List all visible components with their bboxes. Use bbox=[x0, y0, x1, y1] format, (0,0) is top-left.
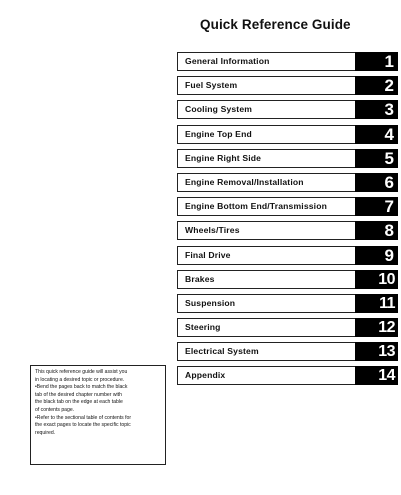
section-label: Wheels/Tires bbox=[185, 225, 240, 236]
section-number-tab[interactable] bbox=[355, 100, 398, 119]
section-label: Engine Bottom End/Transmission bbox=[185, 201, 328, 212]
section-number-tab[interactable] bbox=[355, 342, 398, 361]
section-label: Steering bbox=[185, 322, 221, 333]
section-number: 2 bbox=[384, 76, 394, 96]
section-number: 6 bbox=[384, 172, 394, 192]
section-number-tab[interactable] bbox=[355, 294, 398, 313]
section-row-final-drive[interactable] bbox=[177, 246, 399, 265]
section-label-box bbox=[177, 125, 358, 144]
section-number-tab[interactable] bbox=[355, 76, 398, 95]
usage-note-text bbox=[31, 369, 131, 437]
section-number-tab[interactable] bbox=[355, 149, 398, 168]
section-label: Engine Removal/Installation bbox=[185, 176, 304, 187]
section-label-box bbox=[177, 246, 358, 265]
section-label: Cooling System bbox=[185, 104, 253, 115]
section-number-tab[interactable] bbox=[355, 125, 398, 144]
section-number-tab[interactable] bbox=[355, 270, 398, 289]
note-line: the black tab on the edge at each table bbox=[35, 399, 123, 406]
section-label: Engine Right Side bbox=[185, 152, 262, 163]
section-number: 3 bbox=[384, 100, 394, 120]
section-index bbox=[177, 52, 399, 391]
section-number-tab[interactable] bbox=[355, 318, 398, 337]
section-number-tab[interactable] bbox=[355, 366, 398, 385]
section-label: Electrical System bbox=[185, 346, 259, 357]
section-number-tab[interactable] bbox=[355, 197, 398, 216]
section-label-box bbox=[177, 173, 358, 192]
section-label: Final Drive bbox=[185, 249, 231, 260]
section-label-box bbox=[177, 294, 358, 313]
section-number: 9 bbox=[384, 245, 394, 265]
section-number: 10 bbox=[378, 270, 395, 288]
section-label-box bbox=[177, 100, 358, 119]
section-number-tab[interactable] bbox=[355, 52, 398, 71]
section-row-fuel-system[interactable] bbox=[177, 76, 399, 95]
page-title: Quick Reference Guide bbox=[200, 17, 351, 32]
section-row-engine-top-end[interactable] bbox=[177, 125, 399, 144]
note-line: the exact pages to locate the specific topic bbox=[35, 422, 131, 429]
section-label-box bbox=[177, 221, 358, 240]
section-row-brakes[interactable] bbox=[177, 270, 399, 289]
section-row-general-information[interactable] bbox=[177, 52, 399, 71]
section-number-tab[interactable] bbox=[355, 246, 398, 265]
section-row-suspension[interactable] bbox=[177, 294, 399, 313]
section-label: Engine Top End bbox=[185, 128, 252, 139]
section-label-box bbox=[177, 52, 358, 71]
note-line: This quick reference guide will assist you bbox=[35, 369, 128, 375]
section-row-wheels-tires[interactable] bbox=[177, 221, 399, 240]
section-label-box bbox=[177, 318, 358, 337]
section-number: 14 bbox=[378, 367, 395, 385]
section-number-tab[interactable] bbox=[355, 173, 398, 192]
section-row-appendix[interactable] bbox=[177, 366, 399, 385]
section-label-box bbox=[177, 270, 358, 289]
section-row-engine-removal-installation[interactable] bbox=[177, 173, 399, 192]
note-line: required. bbox=[35, 429, 56, 436]
section-number: 12 bbox=[378, 319, 395, 337]
section-label-box bbox=[177, 366, 358, 385]
section-row-cooling-system[interactable] bbox=[177, 100, 399, 119]
note-line: tab of the desired chapter number with bbox=[35, 391, 122, 398]
section-label: Brakes bbox=[185, 273, 215, 284]
note-line: •Bend the pages back to match the black bbox=[35, 384, 128, 391]
section-number: 1 bbox=[384, 52, 394, 71]
section-label: General Information bbox=[185, 56, 270, 66]
section-number: 7 bbox=[384, 197, 394, 217]
section-number: 11 bbox=[379, 294, 395, 312]
section-label-box bbox=[177, 197, 358, 216]
section-label: Appendix bbox=[185, 370, 226, 381]
section-number: 4 bbox=[384, 124, 394, 144]
note-line: in locating a desired topic or procedure. bbox=[35, 376, 125, 383]
section-number-tab[interactable] bbox=[355, 221, 398, 240]
note-line: •Refer to the sectional table of contents for bbox=[35, 414, 132, 421]
section-label-box bbox=[177, 76, 358, 95]
section-label-box bbox=[177, 342, 358, 361]
section-number: 13 bbox=[378, 343, 395, 361]
section-number: 5 bbox=[384, 148, 394, 168]
usage-note-box bbox=[30, 365, 166, 465]
section-label: Fuel System bbox=[185, 80, 238, 91]
section-label-box bbox=[177, 149, 358, 168]
section-row-electrical-system[interactable] bbox=[177, 342, 399, 361]
section-row-engine-right-side[interactable] bbox=[177, 149, 399, 168]
section-row-engine-bottom-end-transmission[interactable] bbox=[177, 197, 399, 216]
section-label: Suspension bbox=[185, 297, 236, 308]
section-row-steering[interactable] bbox=[177, 318, 399, 337]
section-number: 8 bbox=[384, 221, 394, 241]
note-line: of contents page. bbox=[35, 406, 75, 413]
